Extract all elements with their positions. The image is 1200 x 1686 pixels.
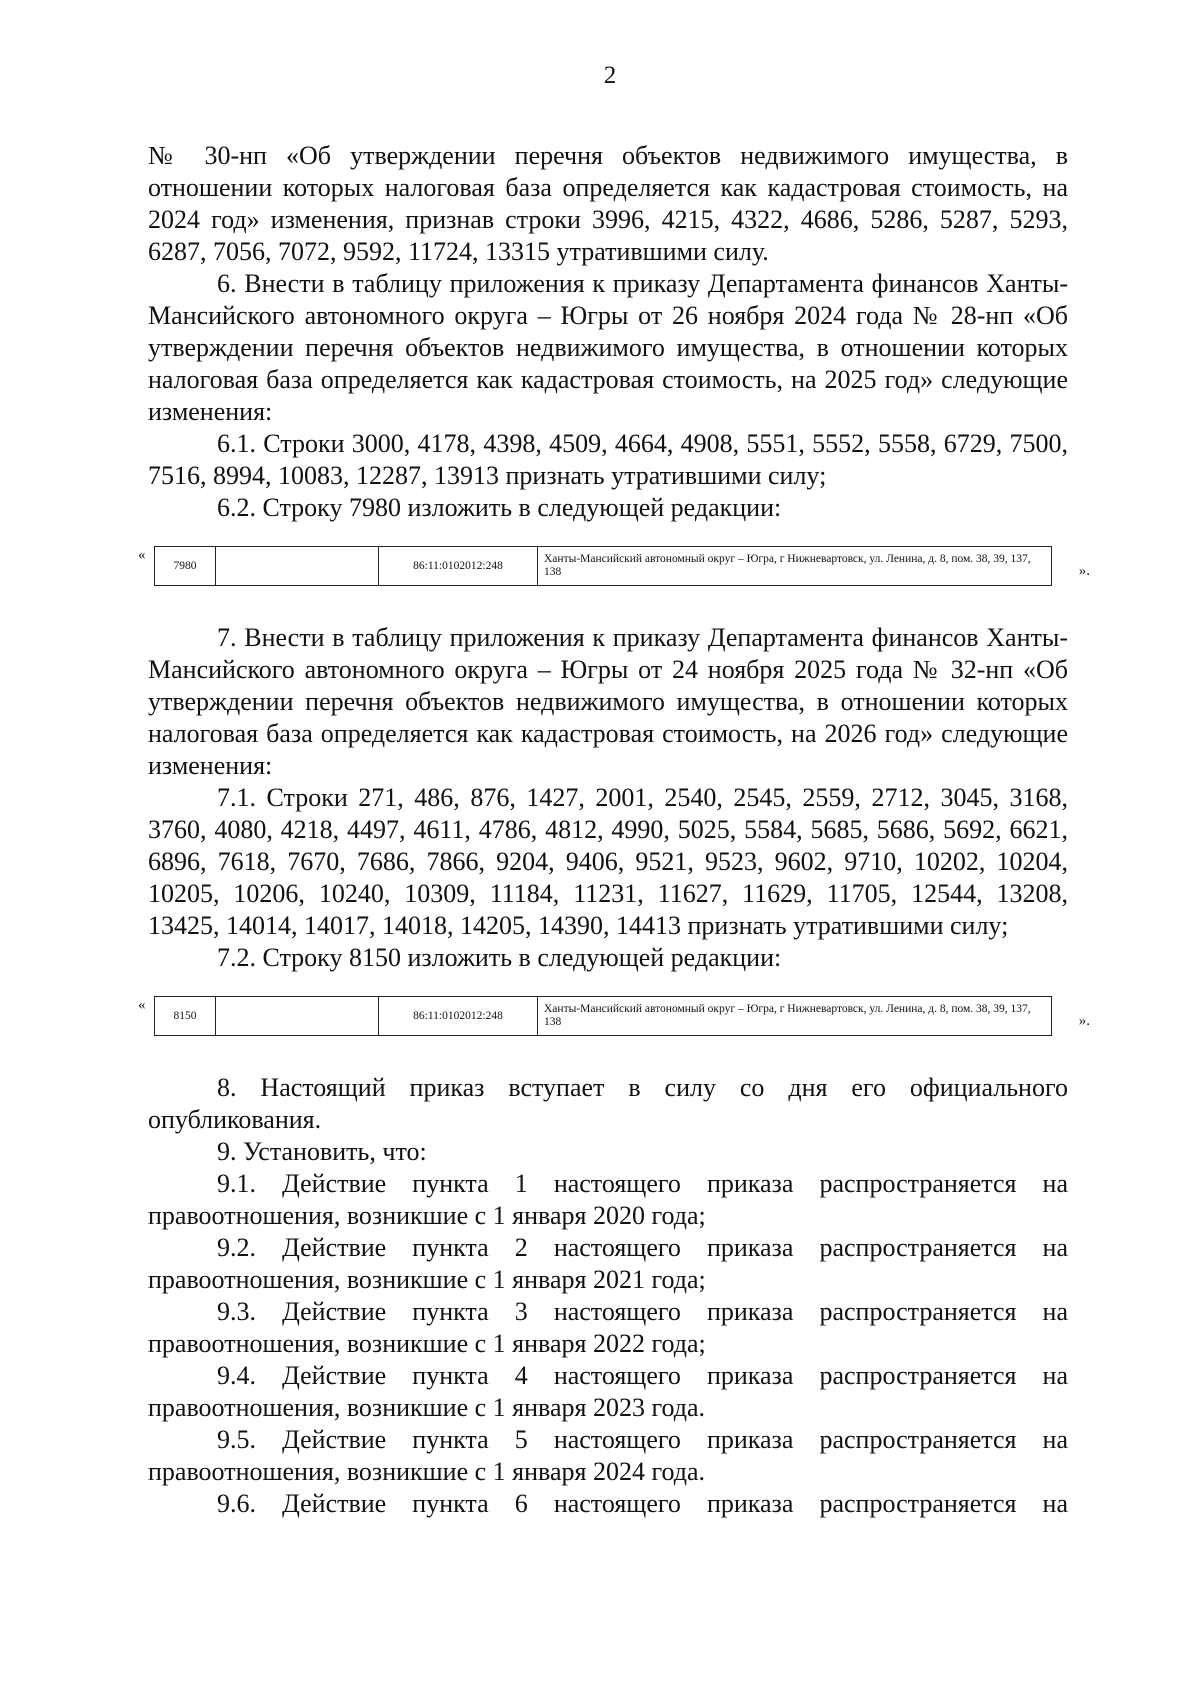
paragraph-5-continuation: № 30-нп «Об утверждении перечня объектов недвижимого имущества, в отношении которых налоговая база определяется как кадастровая стоимость, на 2024 год» изменения, признав строки 3996, 4215, 4322, 4686, 5286, 5287, 5293, 6287, 7056, 7072, 9592, 11724, 13315 утратившими силу.: [148, 141, 1068, 266]
closing-quote-mark: ».: [1078, 563, 1090, 579]
paragraph-6-1: 6.1. Строки 3000, 4178, 4398, 4509, 4664, 4908, 5551, 5552, 5558, 6729, 7500, 7516, 8994, 10083, 12287, 13913 признать утратившими силу;: [148, 429, 1068, 490]
table-row: [154, 996, 1052, 1036]
paragraph-6-2: 6.2. Строку 7980 изложить в следующей редакции:: [217, 493, 782, 522]
paragraph-9-5: 9.5. Действие пункта 5 настоящего приказа распространяется на правоотношения, возникшие с 1 января 2024 года.: [148, 1425, 1068, 1486]
closing-quote-mark: ».: [1078, 1013, 1090, 1029]
paragraph-7-2: 7.2. Строку 8150 изложить в следующей редакции:: [217, 943, 782, 972]
page-number: 2: [603, 62, 617, 89]
paragraph-9-6: 9.6. Действие пункта 6 настоящего приказа распространяется на: [217, 1489, 1068, 1518]
opening-quote-mark: «: [138, 547, 146, 563]
address-cell: Ханты-Мансийский автономный округ – Югра, г Нижневартовск, ул. Ленина, д. 8, пом. 38, 39, 137, 138: [538, 547, 1052, 586]
paragraph-9-2: 9.2. Действие пункта 2 настоящего приказа распространяется на правоотношения, возникшие с 1 января 2021 года;: [148, 1233, 1068, 1294]
paragraph-6: 6. Внести в таблицу приложения к приказу Департамента финансов Ханты-Мансийского автономного округа – Югры от 26 ноября 2024 года № 28-нп «Об утверждении перечня объектов недвижимого имущества, в отношении которых налоговая база определяется как кадастровая стоимость, на 2025 год» следующие изменения:: [148, 269, 1068, 426]
paragraph-9-4: 9.4. Действие пункта 4 настоящего приказа распространяется на правоотношения, возникшие с 1 января 2023 года.: [148, 1361, 1068, 1422]
paragraph-9-3: 9.3. Действие пункта 3 настоящего приказа распространяется на правоотношения, возникшие с 1 января 2022 года;: [148, 1297, 1068, 1358]
paragraph-9: 9. Установить, что:: [217, 1137, 427, 1166]
empty-cell: [216, 997, 379, 1036]
empty-cell: [216, 547, 379, 586]
paragraph-7-1: 7.1. Строки 271, 486, 876, 1427, 2001, 2540, 2545, 2559, 2712, 3045, 3168, 3760, 4080, 4218, 4497, 4611, 4786, 4812, 4990, 5025, 5584, 5685, 5686, 5692, 6621, 6896, 7618, 7670, 7686, 7866, 9204, 9406, 9521, 9523, 9602, 9710, 10202, 10204, 10205, 10206, 10240, 10309, 11184, 11231, 11627, 11629, 11705, 12544, 13208, 13425, 14014, 14017, 14018, 14205, 14390, 14413 признать утратившими силу;: [148, 783, 1068, 940]
table-excerpt-7980: [138, 546, 1090, 590]
paragraph-8: 8. Настоящий приказ вступает в силу со дня его официального опубликования.: [148, 1073, 1068, 1134]
opening-quote-mark: «: [138, 997, 146, 1013]
cadastral-number-cell: 86:11:0102012:248: [379, 997, 538, 1036]
cadastral-number-cell: 86:11:0102012:248: [379, 547, 538, 586]
row-number-cell: 8150: [155, 997, 216, 1036]
table-excerpt-8150: [138, 996, 1090, 1040]
address-cell: Ханты-Мансийский автономный округ – Югра, г Нижневартовск, ул. Ленина, д. 8, пом. 38, 39, 137, 138: [538, 997, 1052, 1036]
paragraph-9-1: 9.1. Действие пункта 1 настоящего приказа распространяется на правоотношения, возникшие с 1 января 2020 года;: [148, 1169, 1068, 1230]
document-body: [138, 140, 1090, 1520]
paragraph-7: 7. Внести в таблицу приложения к приказу Департамента финансов Ханты-Мансийского автономного округа – Югры от 24 ноября 2025 года № 32-нп «Об утверждении перечня объектов недвижимого имущества, в отношении которых налоговая база определяется как кадастровая стоимость, на 2026 год» следующие изменения:: [148, 623, 1068, 780]
table-row: [154, 546, 1052, 586]
row-number-cell: 7980: [155, 547, 216, 586]
